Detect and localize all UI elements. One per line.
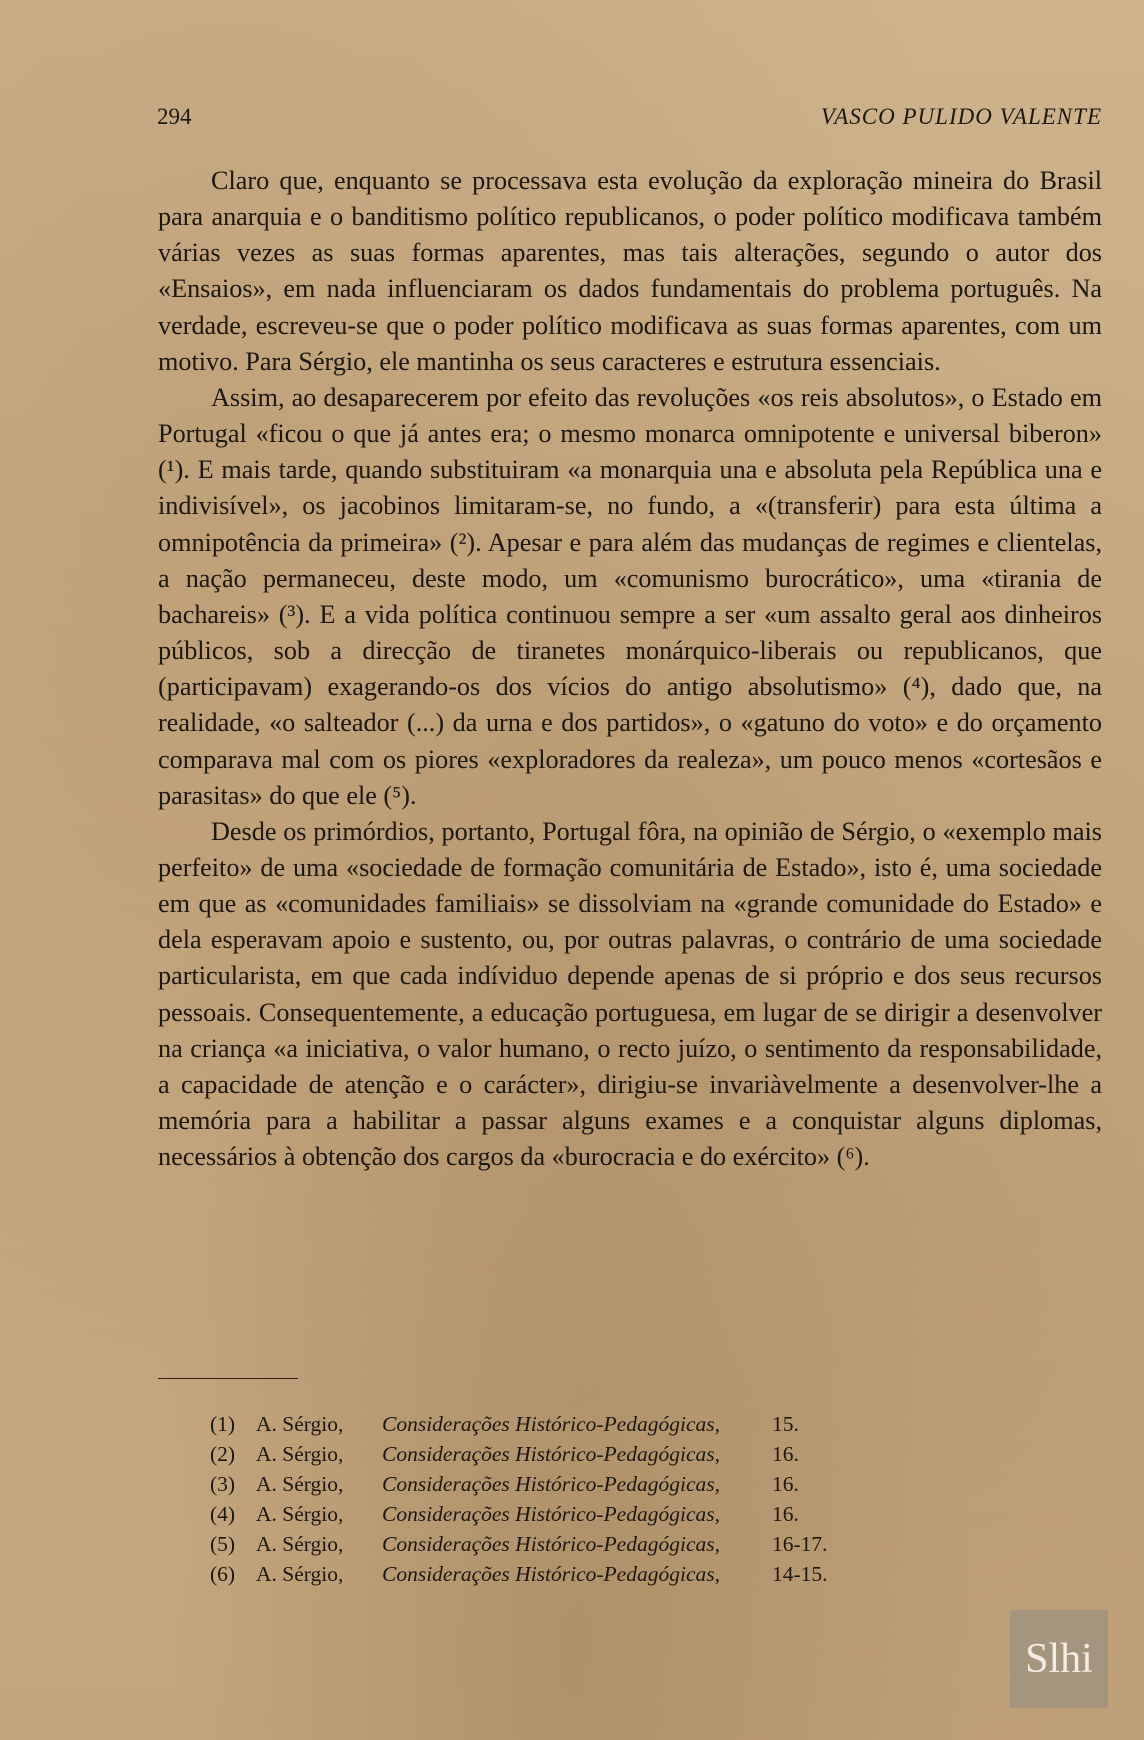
footnote-mark: (5) (210, 1532, 236, 1556)
paragraph: Claro que, enquanto se processava esta evolução da exploração mineira do Brasil para anarquia e o banditismo político republicanos, o poder político modificava também várias vezes as suas formas aparentes, mas tais alterações, segundo o autor dos «Ensaios», em nada influenciaram os dados fundamentais do problema português. Na verdade, escreveu-se que o poder político modificava as suas formas aparentes, com um motivo. Para Sérgio, ele mantinha os seus caracteres e estrutura essenciais. (158, 166, 1102, 376)
page-number: 294 (157, 104, 192, 129)
footnote-author: A. Sérgio, (256, 1472, 344, 1496)
footnote-author: A. Sérgio, (256, 1442, 344, 1466)
footnote-pages: 16. (772, 1472, 799, 1496)
footnote-mark: (6) (210, 1562, 236, 1586)
footnote-title: Considerações Histórico-Pedagógicas, (382, 1502, 720, 1526)
logo-text: Slhi (1025, 1636, 1093, 1682)
footnote (210, 1409, 910, 1439)
footnote-pages: 15. (772, 1412, 799, 1436)
footnote (210, 1559, 910, 1589)
footnote-divider (158, 1378, 298, 1379)
footnote (210, 1529, 910, 1559)
footnote-mark: (3) (210, 1472, 236, 1496)
footnote-title: Considerações Histórico-Pedagógicas, (382, 1532, 720, 1556)
footnote-pages: 14-15. (772, 1562, 828, 1586)
footnote-pages: 16. (772, 1442, 799, 1466)
footnote-mark: (4) (210, 1502, 236, 1526)
footnote-title: Considerações Histórico-Pedagógicas, (382, 1442, 720, 1466)
body-text (158, 163, 1102, 1175)
footnote-title: Considerações Histórico-Pedagógicas, (382, 1562, 720, 1586)
footnote-mark: (2) (210, 1442, 236, 1466)
footnote-title: Considerações Histórico-Pedagógicas, (382, 1472, 720, 1496)
footnote-author: A. Sérgio, (256, 1502, 344, 1526)
footnote-author: A. Sérgio, (256, 1532, 344, 1556)
paragraph: Assim, ao desaparecerem por efeito das revoluções «os reis absolutos», o Estado em Portugal «ficou o que já antes era; o mesmo monarca omnipotente e universal biberon» (¹). E mais tarde, quando substituiram «a monarquia una e absoluta pela República una e indivisível», os jacobinos limitaram-se, no fundo, a «(transferir) para esta última a omnipotência da primeira» (²). Apesar e para além das mudanças de regimes e clientelas, a nação permaneceu, deste modo, um «comunismo burocrático», uma «tirania de bachareis» (³). E a vida política continuou sempre a ser «um assalto geral aos dinheiros públicos, sob a direcção de tiranetes monárquico-liberais ou republicanos, que (participavam) exagerando-os dos vícios do antigo absolutismo» (⁴), dado que, na realidade, «o salteador (...) da urna e dos partidos», o «gatuno do voto» e do orçamento comparava mal com os piores «exploradores da realeza», um pouco menos «cortesãos e parasitas» do que ele (⁵). (158, 382, 1102, 810)
footnote-mark: (1) (210, 1412, 236, 1436)
slhi-logo (1010, 1610, 1108, 1708)
running-title: VASCO PULIDO VALENTE (820, 104, 1102, 129)
footnote-title: Considerações Histórico-Pedagógicas, (382, 1412, 720, 1436)
footnote-pages: 16-17. (772, 1532, 828, 1556)
footnote (210, 1499, 910, 1529)
footnote (210, 1469, 910, 1499)
footnote (210, 1439, 910, 1469)
footnote-pages: 16. (772, 1502, 799, 1526)
footnote-author: A. Sérgio, (256, 1562, 344, 1586)
page-header (157, 104, 1102, 134)
footnote-author: A. Sérgio, (256, 1412, 344, 1436)
paragraph: Desde os primórdios, portanto, Portugal fôra, na opinião de Sérgio, o «exemplo mais perfeito» de uma «sociedade de formação comunitária de Estado», isto é, uma sociedade em que as «comunidades familiais» se dissolviam na «grande comunidade do Estado» e dela esperavam apoio e sustento, ou, por outras palavras, o contrário de uma sociedade particularista, em que cada indíviduo depende apenas de si próprio e dos seus recursos pessoais. Consequentemente, a educação portuguesa, em lugar de se dirigir a desenvolver na criança «a iniciativa, o valor humano, o recto juízo, o sentimento da responsabilidade, a capacidade de atenção e o carácter», dirigiu-se invariàvelmente a desenvolver-lhe a memória para a habilitar a passar alguns exames e a conquistar alguns diplomas, necessários à obtenção dos cargos da «burocracia e do exército» (⁶). (158, 816, 1102, 1172)
footnotes (210, 1409, 910, 1589)
